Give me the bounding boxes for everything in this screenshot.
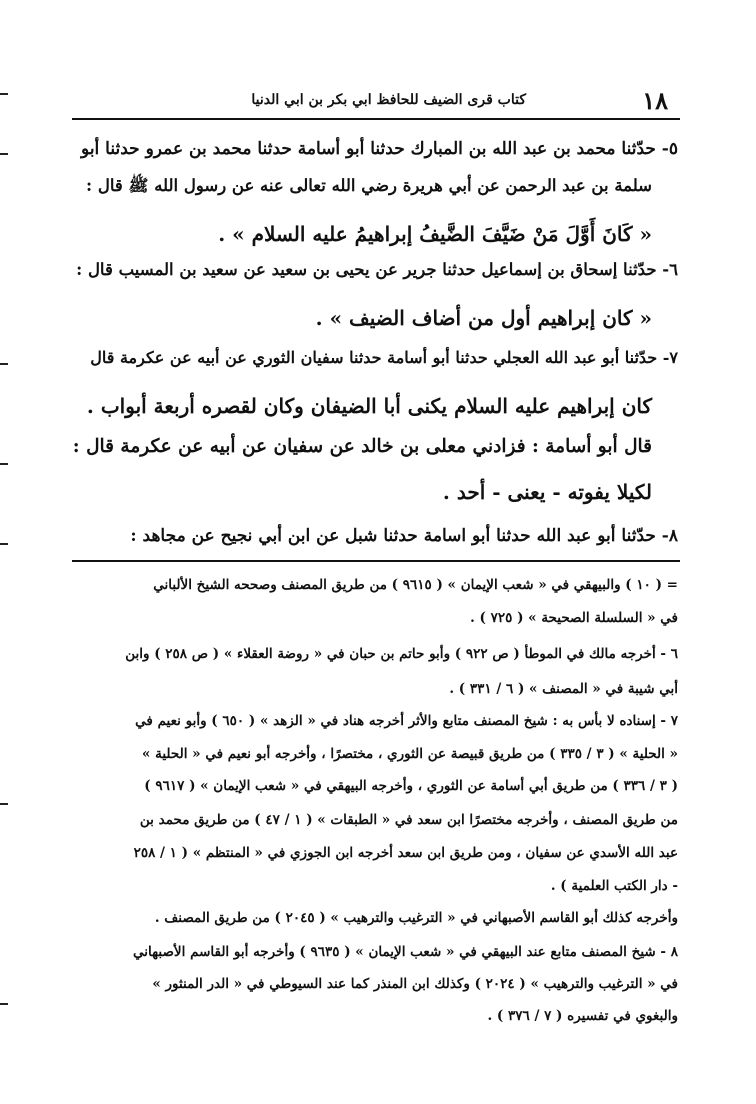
footnote-separator <box>72 560 680 562</box>
footnote-line: ( ٣ / ٣٣٦ ) من طريق أبي أسامة عن الثوري ، وأخرجه البيهقي في « شعب الإيمان » ( ٩٦١٧ ) <box>144 778 678 794</box>
athar-quote: « كان إبراهيم أول من أضاف الضيف » . <box>315 306 652 330</box>
body-line: سلمة بن عبد الرحمن عن أبي هريرة رضي الله تعالى عنه عن رسول الله ﷺ قال : <box>86 176 652 195</box>
body-line: ٧- حدّثنا أبو عبد الله العجلي حدثنا أبو أسامة حدثنا سفيان الثوري عن أبيه عن عكرمة قال <box>90 348 678 367</box>
footnote-line: عبد الله الأسدي عن سفيان ، ومن طريق ابن سعد أخرجه ابن الجوزي في « المنتظم » ( ١ / ٢٥٨ <box>133 845 678 861</box>
footnote-line: في « الترغيب والترهيب » ( ٢٠٢٤ ) وكذلك ابن المنذر كما عند السيوطي في « الدر المنثور » <box>152 976 678 992</box>
body-line: ٨- حدّثنا أبو عبد الله حدثنا أبو اسامة حدثنا شبل عن ابن أبي نجيح عن مجاهد : <box>130 526 678 546</box>
page-number: ١٨ <box>642 86 668 115</box>
body-line: لكيلا يفوته - يعنى - أحد . <box>442 480 652 504</box>
footnote-line: أبي شيبة في « المصنف » ( ٦ / ٣٣١ ) . <box>449 681 678 697</box>
footnote-line: = ( ١٠ ) والبيهقي في « شعب الإيمان » ( ٩٦١٥ ) من طريق المصنف وصححه الشيخ الألباني <box>153 577 678 593</box>
margin-mark <box>0 463 8 465</box>
body-line: كان إبراهيم عليه السلام يكنى أبا الضيفان وكان لقصره أربعة أبواب . <box>86 394 652 418</box>
margin-mark <box>0 803 8 805</box>
body-line: ٥- حدّثنا محمد بن عبد الله بن المبارك حدثنا أبو أسامة حدثنا محمد بن عمرو حدثنا أبو <box>81 139 678 159</box>
body-line: ٦- حدّثنا إسحاق بن إسماعيل حدثنا جرير عن يحيى بن سعيد عن سعيد بن المسيب قال : <box>76 260 678 279</box>
margin-mark <box>0 1003 8 1005</box>
footnote-line: ٨ - شيخ المصنف متابع عند البيهقي في « شعب الإيمان » ( ٩٦٣٥ ) وأخرجه أبو القاسم الأصبهاني <box>133 944 678 960</box>
margin-mark <box>0 93 8 95</box>
running-title: كتاب قرى الضيف للحافظ ابي بكر بن ابي الدنيا <box>251 92 526 108</box>
footnote-line: ٧ - إسناده لا بأس به : شيخ المصنف متابع والأثر أخرجه هناد في « الزهد » ( ٦٥٠ ) وأبو نعيم في <box>135 713 678 729</box>
footnote-line: - دار الكتب العلمية ) . <box>550 878 678 894</box>
hadith-quote: « كَانَ أَوَّلَ مَنْ ضَيَّفَ الضَّيفُ إبراهيمُ عليه السلام » . <box>218 222 652 246</box>
footnote-line: من طريق المصنف ، وأخرجه مختصرًا ابن سعد في « الطبقات » ( ١ / ٤٧ ) من طريق محمد بن <box>139 812 678 828</box>
header-rule <box>72 118 680 120</box>
footnote-line: في « السلسلة الصحيحة » ( ٧٢٥ ) . <box>470 610 678 626</box>
body-line: قال أبو أسامة : فزادني معلى بن خالد عن سفيان عن أبيه عن عكرمة قال : <box>72 436 652 457</box>
footnote-line: « الحلية » ( ٣ / ٣٣٥ ) من طريق قبيصة عن الثوري ، مختصرًا ، وأخرجه أبو نعيم في « الحلية » <box>141 746 678 762</box>
footnote-line: ٦ - أخرجه مالك في الموطأ ( ص ٩٢٢ ) وأبو حاتم بن حبان في « روضة العقلاء » ( ص ٢٥٨ ) وابن <box>125 646 678 662</box>
footnote-line: وأخرجه كذلك أبو القاسم الأصبهاني في « الترغيب والترهيب » ( ٢٠٤٥ ) من طريق المصنف . <box>154 910 678 926</box>
footnote-line: والبغوي في تفسيره ( ٧ / ٣٧٦ ) . <box>487 1008 678 1024</box>
